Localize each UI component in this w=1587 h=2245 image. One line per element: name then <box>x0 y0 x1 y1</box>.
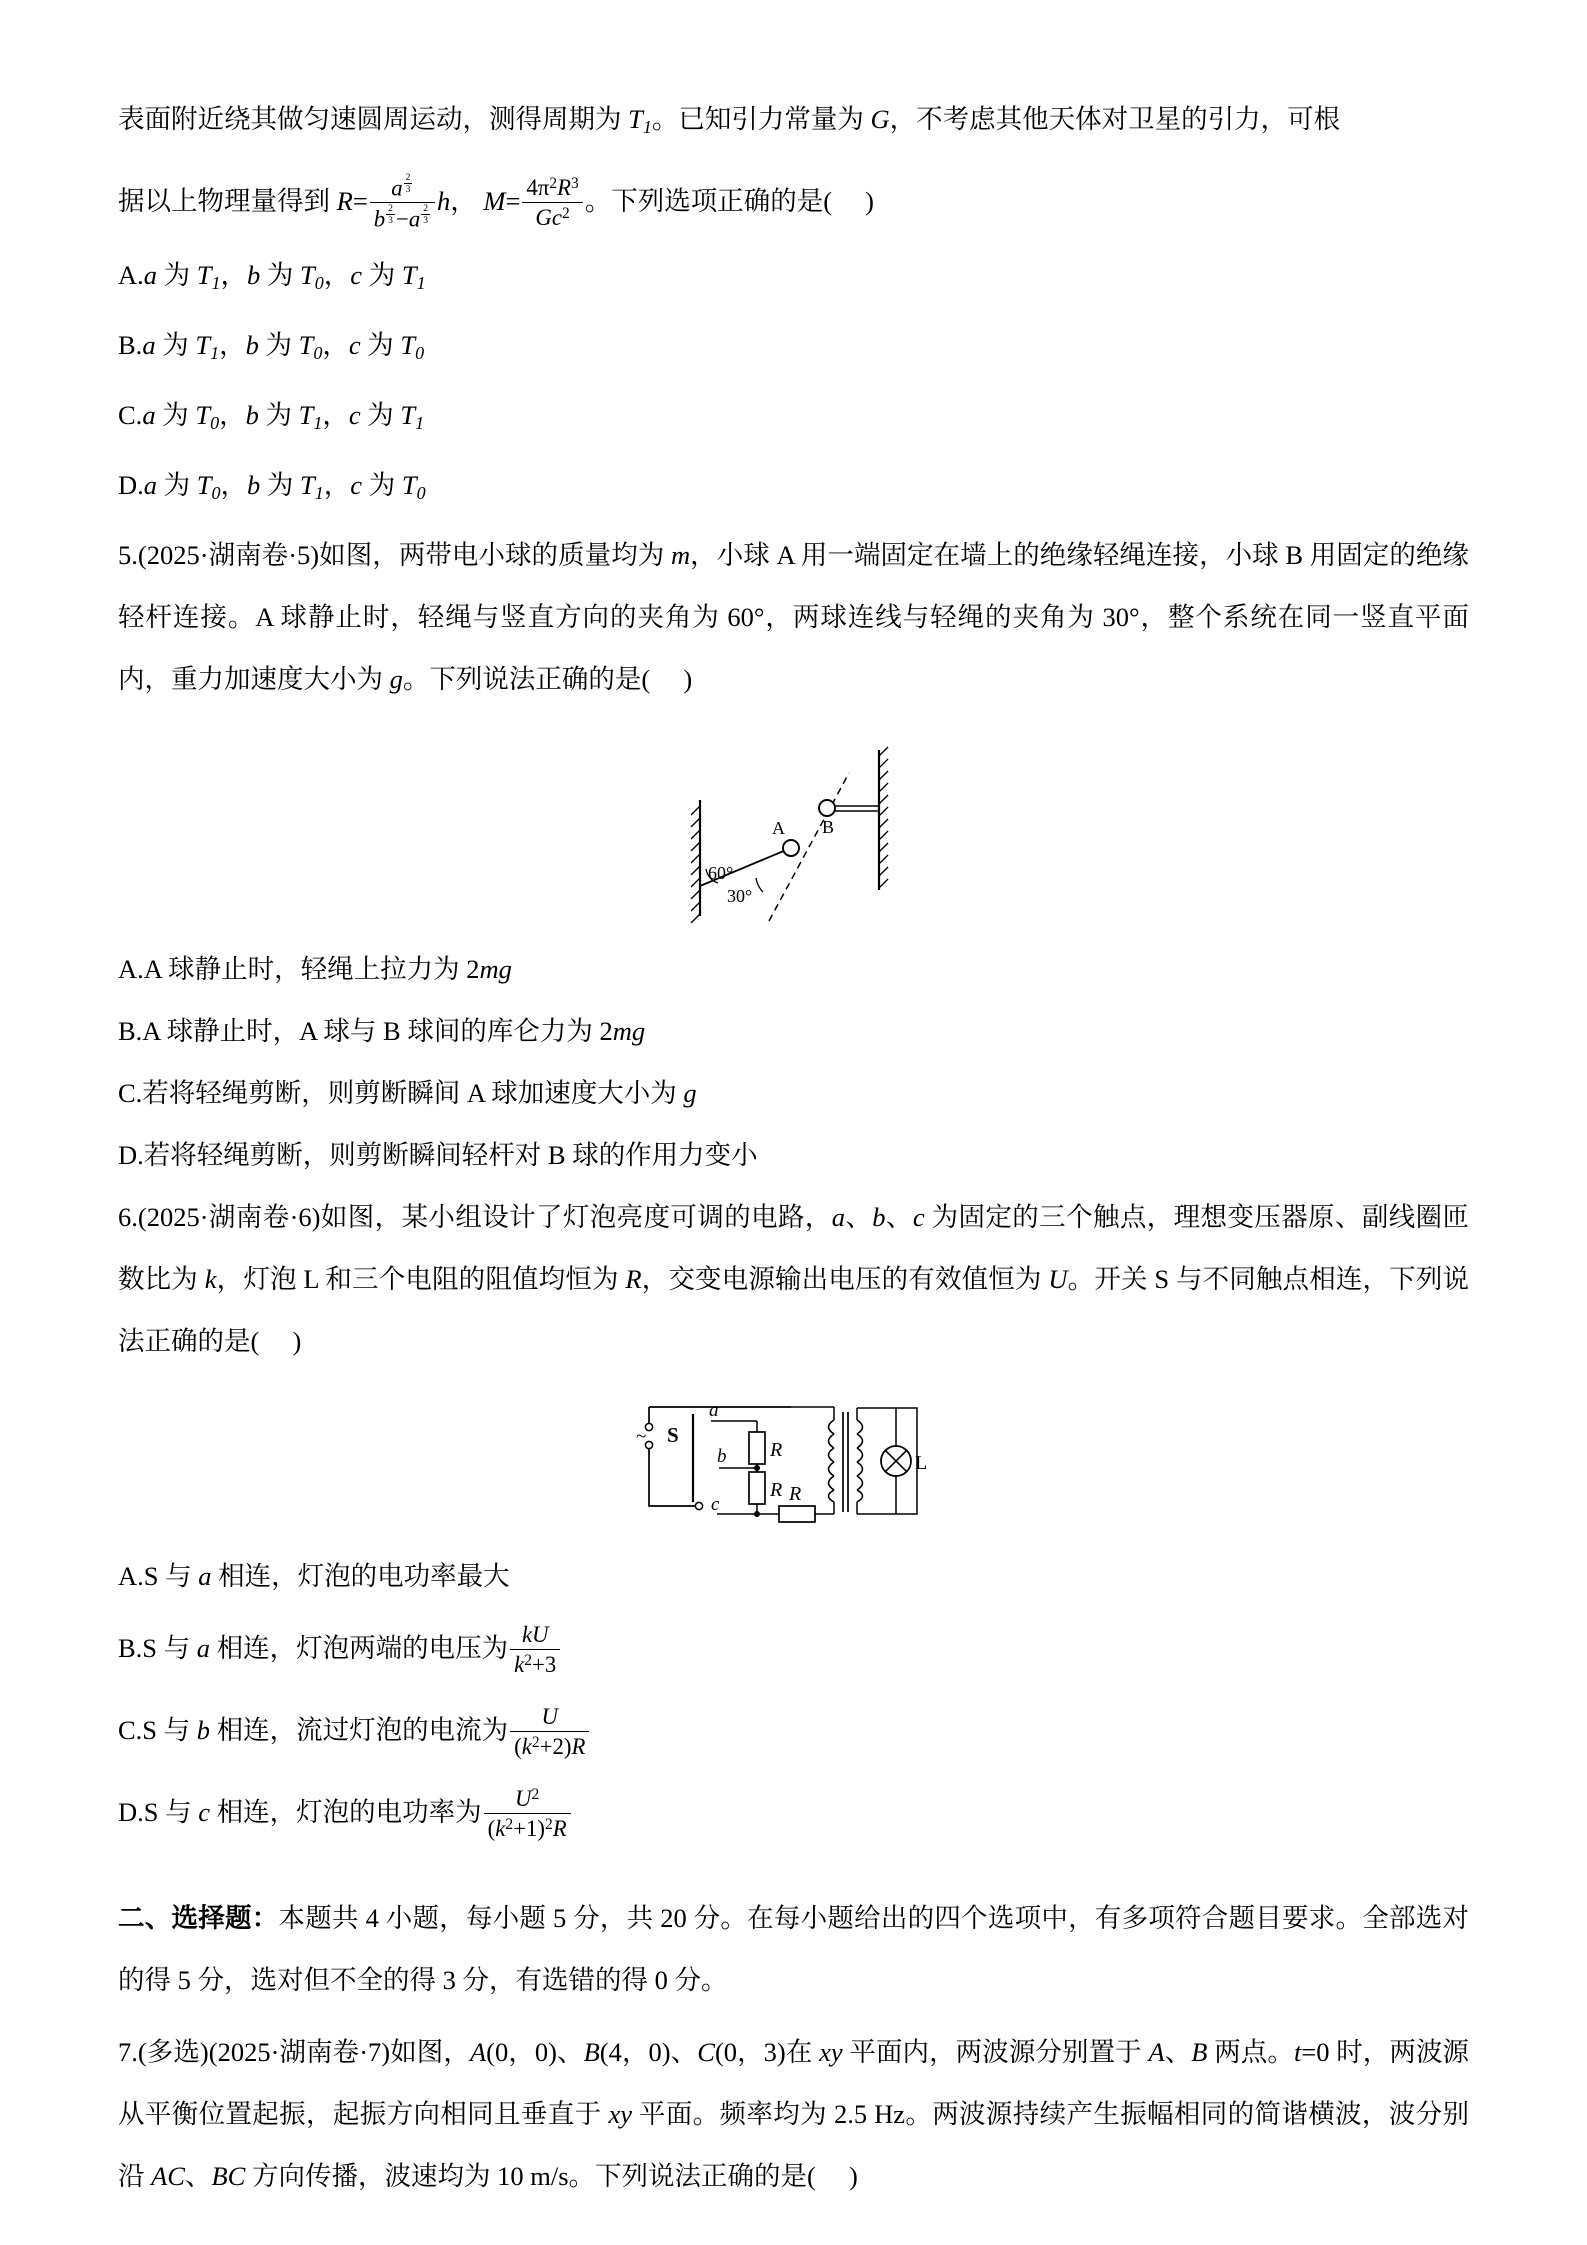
two-charged-balls-diagram <box>664 738 924 928</box>
q6-option-c: C.S 与 b 相连，流过灯泡的电流为 $\frac{U}{(k^2+2)R}$ <box>118 1689 1469 1771</box>
switch-pivot <box>695 1503 702 1510</box>
q5-option-c: C.若将轻绳剪断，则剪断瞬间 A 球加速度大小为 g <box>118 1078 697 1109</box>
section2-heading-and-body: 二、选择题：本题共 4 小题，每小题 5 分，共 20 分。在每小题给出的四个选项中，有多项符合题目要求。全部选对的得 5 分，选对但不全的得 3 分，有选错的得 0 分。 <box>118 1903 1470 1996</box>
resistor-1-label: R <box>769 1439 782 1462</box>
q4-continuation-line: 表面附近绕其做匀速圆周运动，测得周期为 $T_1$。已知引力常量为 G，不考虑其他天体对卫星的引力，可根 <box>118 104 1341 138</box>
ball-a <box>783 840 799 856</box>
q4-option-c: C.a 为 $T_0$，b 为 $T_1$，c 为 $T_1$ <box>118 400 425 434</box>
resistor-3-label: R <box>788 1483 801 1506</box>
q5-figure-container <box>118 738 1469 928</box>
contact-c-label: c <box>710 1494 719 1516</box>
ball-connection-dashed-line <box>769 773 849 921</box>
q6-figure-container <box>118 1394 1469 1529</box>
resistor-2 <box>749 1472 765 1504</box>
q6-option-b-fraction: $\frac{kU}{k^2+3}$ <box>510 1622 560 1677</box>
source-terminal-bottom <box>645 1442 652 1449</box>
resistor-3 <box>779 1506 815 1522</box>
angle-30-label: 30° <box>726 886 752 907</box>
q5-option-a: A.A 球静止时，轻绳上拉力为 2mg <box>118 954 512 985</box>
switch-label: S <box>666 1423 679 1448</box>
contact-b-label: b <box>716 1446 726 1468</box>
q6-option-c-fraction: $\frac{U}{(k^2+2)R}$ <box>510 1704 589 1759</box>
formula-R-fraction: a $^{\frac{2}{3}}$ b $^{\frac{2}{3}}$ −a $^{\frac{2}{3}}$ <box>370 174 435 232</box>
secondary-coil <box>857 1420 863 1502</box>
formula-M-fraction: $\frac{4\pi^2R^3}{Gc^2}$ <box>522 175 582 230</box>
section2-title: 二、选择题： <box>118 1903 279 1934</box>
lamp-label: L <box>914 1452 927 1475</box>
label-a: A <box>771 818 785 839</box>
resistor-1 <box>749 1432 765 1464</box>
resistor-2-label: R <box>769 1479 782 1502</box>
q7-stem: 7.(多选)(2025·湖南卷·7)如图，A(0，0)、B(4，0)、C(0，3)在 xy 平面内，两波源分别置于 A、B 两点。t=0 时，两波源从平衡位置起振，起振方向相同且垂直于 xy 平面。频率均为 2.5 Hz。两波源持续产生振幅相同的简谐横波，波分别沿 AC、BC 方向传播，波速均为 10 m/s。下列说法正确的是( ) <box>118 2037 1470 2192</box>
q4-option-b: B.a 为 $T_1$，b 为 $T_0$，c 为 $T_0$ <box>118 330 425 364</box>
contact-a-label: a <box>708 1400 718 1422</box>
q5-option-b: B.A 球静止时，A 球与 B 球间的库仑力为 2mg <box>118 1016 646 1047</box>
q5-option-d: D.若将轻绳剪断，则剪断瞬间轻杆对 B 球的作用力变小 <box>118 1140 758 1171</box>
source-terminal-top <box>645 1424 652 1431</box>
q6-stem: 6.(2025·湖南卷·6)如图，某小组设计了灯泡亮度可调的电路，a、b、c 为固定的三个触点，理想变压器原、副线圈匝数比为 k，灯泡 L 和三个电阻的阻值均恒为 R，交变电源输出电压的有效值恒为 U。开关 S 与不同触点相连，下列说法正确的是( ) <box>118 1202 1469 1357</box>
q5-stem: 5.(2025·湖南卷·5)如图，两带电小球的质量均为 m，小球 A 用一端固定在墙上的绝缘轻绳连接，小球 B 用固定的绝缘轻杆连接。A 球静止时，轻绳与竖直方向的夹角为 60°，两球连线与轻绳的夹角为 30°，整个系统在同一竖直平面内，重力加速度大小为 g。下列说法正确的是( ) <box>118 540 1469 695</box>
primary-coil <box>828 1420 834 1502</box>
ball-b <box>819 800 835 816</box>
q6-option-d: D.S 与 c 相连，灯泡的电功率为 $\frac{U^2}{(k^2+1)^2R}$ <box>118 1771 1469 1853</box>
q4-option-d: D.a 为 $T_0$，b 为 $T_1$，c 为 $T_0$ <box>118 470 426 504</box>
q4-formula-line: 据以上物理量得到 R= a $^{\frac{2}{3}}$ b $^{\frac{2}{3}}$ −a $^{\frac{2}{3}}$ h， M= $\frac{4\pi^2R^3}{Gc^2}$ 。下列选项正确的是( ) <box>118 171 875 232</box>
label-b: B <box>821 817 834 838</box>
spacer-before-section2 <box>118 1853 1469 1887</box>
ac-source-symbol: ~ <box>635 1426 646 1448</box>
angle-60-label: 60° <box>707 863 733 884</box>
q6-option-d-fraction: $\frac{U^2}{(k^2+1)^2R}$ <box>484 1786 571 1841</box>
spacer-before-q7 <box>118 2011 1469 2021</box>
q6-option-a: A.S 与 a 相连，灯泡的电功率最大 <box>118 1561 510 1592</box>
transformer-lamp-circuit <box>629 1394 959 1529</box>
q6-option-b: B.S 与 a 相连，灯泡两端的电压为 $\frac{kU}{k^2+3}$ <box>118 1607 1469 1689</box>
q4-option-a: A.a 为 $T_1$，b 为 $T_0$，c 为 $T_1$ <box>118 260 426 294</box>
